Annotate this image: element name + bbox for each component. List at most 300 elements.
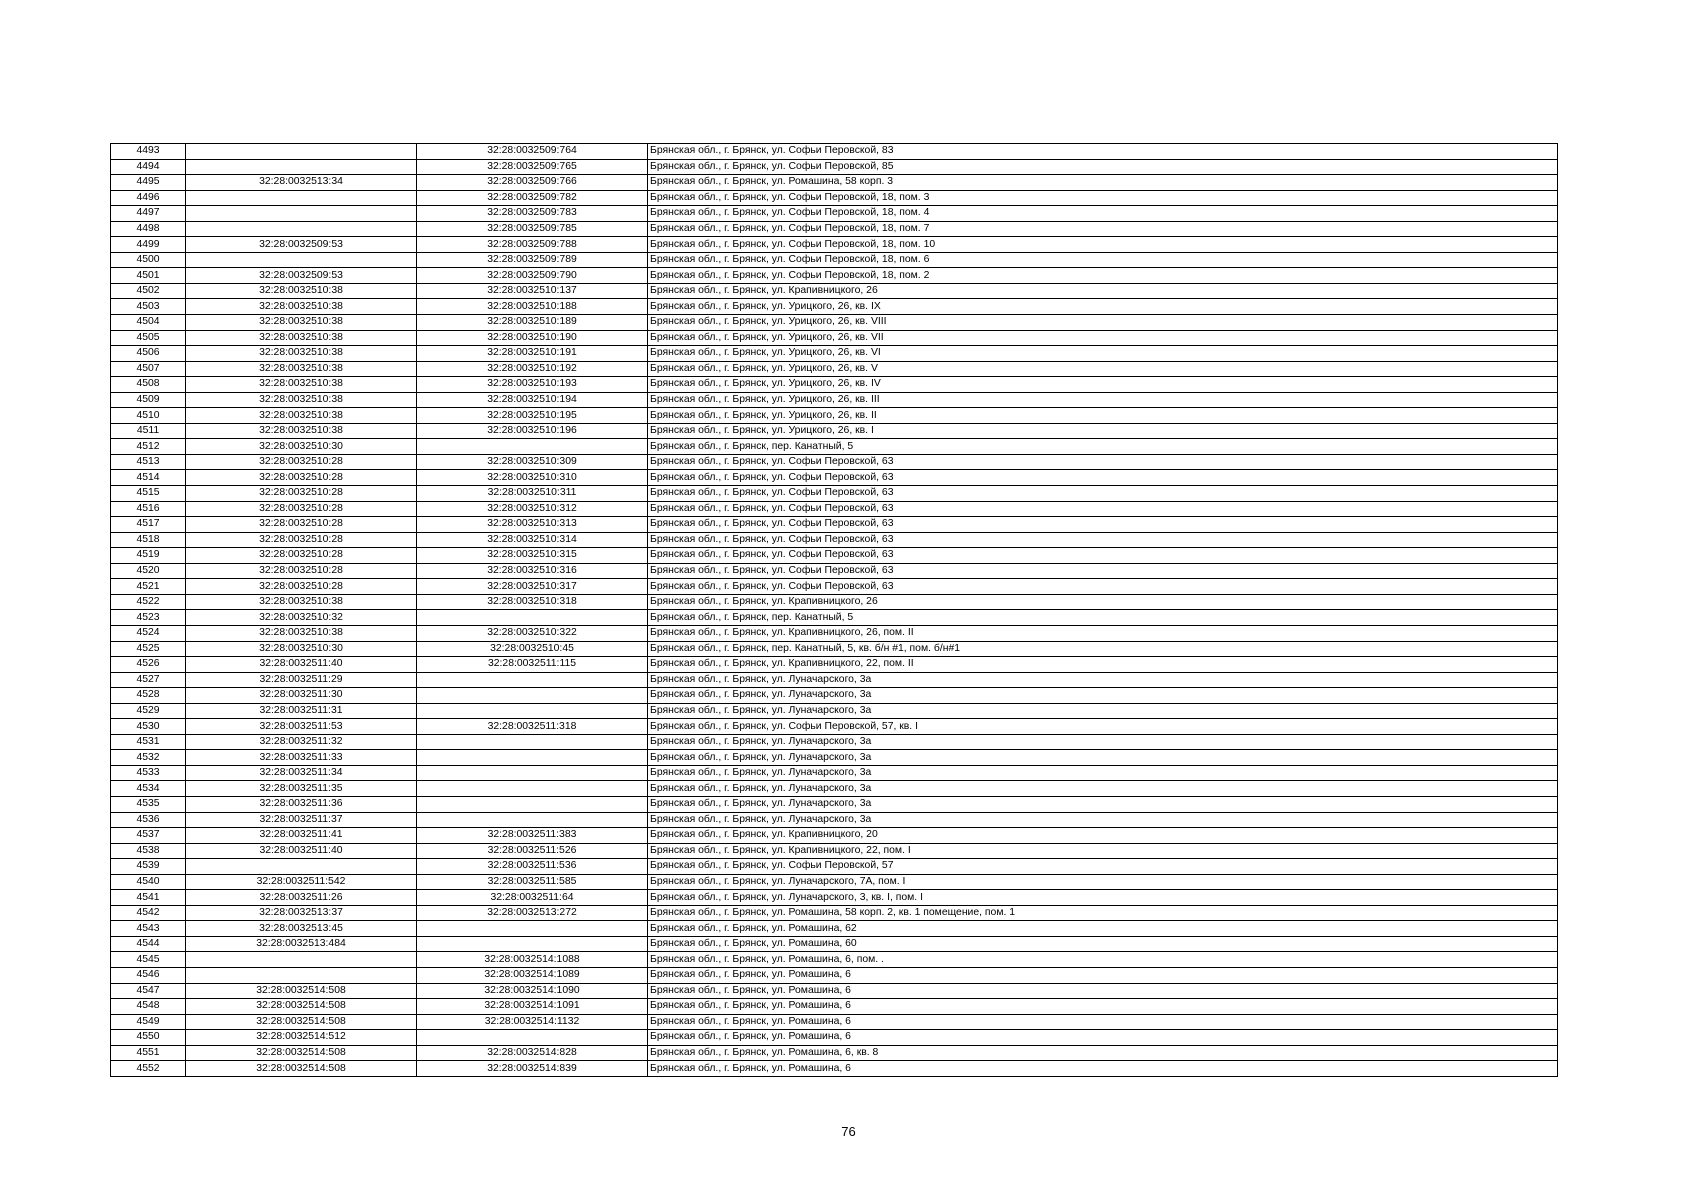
address-cell: Брянская обл., г. Брянск, ул. Софьи Перовской, 18, пом. 6: [648, 252, 1558, 268]
parcel-cadastral-number-cell: 32:28:0032511:53: [186, 719, 417, 735]
row-number-cell: 4539: [111, 859, 186, 875]
row-number-cell: 4496: [111, 190, 186, 206]
address-cell: Брянская обл., г. Брянск, ул. Луначарского, 3а: [648, 672, 1558, 688]
table-row: [111, 330, 1558, 346]
parcel-cadastral-number-cell: 32:28:0032510:30: [186, 439, 417, 455]
address-cell: Брянская обл., г. Брянск, ул. Софьи Перовской, 18, пом. 7: [648, 221, 1558, 237]
address-cell: Брянская обл., г. Брянск, ул. Луначарского, 3а: [648, 703, 1558, 719]
address-cell: Брянская обл., г. Брянск, ул. Софьи Перовской, 63: [648, 501, 1558, 517]
row-number-cell: 4541: [111, 890, 186, 906]
row-number-cell: 4505: [111, 330, 186, 346]
row-number-cell: 4529: [111, 703, 186, 719]
parcel-cadastral-number-cell: 32:28:0032514:508: [186, 1045, 417, 1061]
object-cadastral-number-cell: 32:28:0032510:190: [417, 330, 648, 346]
table-row: [111, 361, 1558, 377]
parcel-cadastral-number-cell: 32:28:0032510:28: [186, 501, 417, 517]
row-number-cell: 4527: [111, 672, 186, 688]
table-row: [111, 610, 1558, 626]
table-row: [111, 936, 1558, 952]
parcel-cadastral-number-cell: 32:28:0032513:45: [186, 921, 417, 937]
row-number-cell: 4497: [111, 206, 186, 222]
table-row: [111, 377, 1558, 393]
table-row: [111, 283, 1558, 299]
row-number-cell: 4521: [111, 579, 186, 595]
address-cell: Брянская обл., г. Брянск, ул. Софьи Перовской, 57: [648, 859, 1558, 875]
parcel-cadastral-number-cell: 32:28:0032510:28: [186, 470, 417, 486]
row-number-cell: 4508: [111, 377, 186, 393]
address-cell: Брянская обл., г. Брянск, ул. Софьи Перовской, 63: [648, 532, 1558, 548]
row-number-cell: 4493: [111, 144, 186, 160]
address-cell: Брянская обл., г. Брянск, ул. Крапивницкого, 22, пом. I: [648, 843, 1558, 859]
parcel-cadastral-number-cell: 32:28:0032510:38: [186, 330, 417, 346]
object-cadastral-number-cell: 32:28:0032510:45: [417, 641, 648, 657]
row-number-cell: 4530: [111, 719, 186, 735]
object-cadastral-number-cell: 32:28:0032509:764: [417, 144, 648, 160]
address-cell: Брянская обл., г. Брянск, ул. Ромашина, 6: [648, 1014, 1558, 1030]
object-cadastral-number-cell: 32:28:0032510:189: [417, 315, 648, 331]
address-cell: Брянская обл., г. Брянск, ул. Крапивницкого, 22, пом. II: [648, 657, 1558, 673]
row-number-cell: 4513: [111, 454, 186, 470]
table-row: [111, 688, 1558, 704]
table-row: [111, 252, 1558, 268]
object-cadastral-number-cell: [417, 765, 648, 781]
table-row: [111, 159, 1558, 175]
table-row: [111, 874, 1558, 890]
parcel-cadastral-number-cell: [186, 144, 417, 160]
row-number-cell: 4535: [111, 796, 186, 812]
parcel-cadastral-number-cell: 32:28:0032511:33: [186, 750, 417, 766]
parcel-cadastral-number-cell: 32:28:0032514:508: [186, 999, 417, 1015]
row-number-cell: 4503: [111, 299, 186, 315]
object-cadastral-number-cell: 32:28:0032510:193: [417, 377, 648, 393]
address-cell: Брянская обл., г. Брянск, ул. Ромашина, 6: [648, 1061, 1558, 1077]
parcel-cadastral-number-cell: 32:28:0032510:38: [186, 392, 417, 408]
address-cell: Брянская обл., г. Брянск, ул. Урицкого, 26, кв. IV: [648, 377, 1558, 393]
object-cadastral-number-cell: 32:28:0032514:828: [417, 1045, 648, 1061]
table-row: [111, 672, 1558, 688]
address-cell: Брянская обл., г. Брянск, ул. Софьи Перовской, 63: [648, 517, 1558, 533]
parcel-cadastral-number-cell: 32:28:0032510:28: [186, 548, 417, 564]
object-cadastral-number-cell: 32:28:0032510:314: [417, 532, 648, 548]
row-number-cell: 4551: [111, 1045, 186, 1061]
table-row: [111, 750, 1558, 766]
row-number-cell: 4532: [111, 750, 186, 766]
address-cell: Брянская обл., г. Брянск, ул. Софьи Перовской, 18, пом. 4: [648, 206, 1558, 222]
object-cadastral-number-cell: [417, 610, 648, 626]
row-number-cell: 4509: [111, 392, 186, 408]
row-number-cell: 4506: [111, 346, 186, 362]
address-cell: Брянская обл., г. Брянск, ул. Софьи Перовской, 18, пом. 3: [648, 190, 1558, 206]
parcel-cadastral-number-cell: [186, 206, 417, 222]
parcel-cadastral-number-cell: 32:28:0032510:32: [186, 610, 417, 626]
parcel-cadastral-number-cell: 32:28:0032510:38: [186, 423, 417, 439]
row-number-cell: 4494: [111, 159, 186, 175]
table-row: [111, 190, 1558, 206]
table-row: [111, 563, 1558, 579]
object-cadastral-number-cell: 32:28:0032509:783: [417, 206, 648, 222]
parcel-cadastral-number-cell: 32:28:0032511:34: [186, 765, 417, 781]
address-cell: Брянская обл., г. Брянск, ул. Урицкого, 26, кв. VI: [648, 346, 1558, 362]
object-cadastral-number-cell: 32:28:0032511:536: [417, 859, 648, 875]
parcel-cadastral-number-cell: 32:28:0032510:28: [186, 579, 417, 595]
row-number-cell: 4526: [111, 657, 186, 673]
table-row: [111, 890, 1558, 906]
parcel-cadastral-number-cell: 32:28:0032511:40: [186, 657, 417, 673]
table-row: [111, 859, 1558, 875]
parcel-cadastral-number-cell: 32:28:0032511:41: [186, 828, 417, 844]
row-number-cell: 4520: [111, 563, 186, 579]
table-row: [111, 548, 1558, 564]
row-number-cell: 4546: [111, 967, 186, 983]
row-number-cell: 4542: [111, 905, 186, 921]
object-cadastral-number-cell: 32:28:0032510:188: [417, 299, 648, 315]
parcel-cadastral-number-cell: 32:28:0032514:508: [186, 1061, 417, 1077]
parcel-cadastral-number-cell: 32:28:0032511:35: [186, 781, 417, 797]
object-cadastral-number-cell: 32:28:0032511:318: [417, 719, 648, 735]
object-cadastral-number-cell: 32:28:0032510:317: [417, 579, 648, 595]
parcel-cadastral-number-cell: 32:28:0032513:484: [186, 936, 417, 952]
row-number-cell: 4518: [111, 532, 186, 548]
address-cell: Брянская обл., г. Брянск, ул. Урицкого, 26, кв. VIII: [648, 315, 1558, 331]
object-cadastral-number-cell: [417, 936, 648, 952]
address-cell: Брянская обл., г. Брянск, ул. Крапивницкого, 20: [648, 828, 1558, 844]
object-cadastral-number-cell: 32:28:0032514:1089: [417, 967, 648, 983]
table-row: [111, 594, 1558, 610]
object-cadastral-number-cell: [417, 781, 648, 797]
parcel-cadastral-number-cell: [186, 859, 417, 875]
object-cadastral-number-cell: 32:28:0032514:839: [417, 1061, 648, 1077]
parcel-cadastral-number-cell: 32:28:0032510:28: [186, 454, 417, 470]
parcel-cadastral-number-cell: 32:28:0032511:31: [186, 703, 417, 719]
address-cell: Брянская обл., г. Брянск, ул. Луначарского, 3а: [648, 688, 1558, 704]
row-number-cell: 4523: [111, 610, 186, 626]
row-number-cell: 4511: [111, 423, 186, 439]
table-row: [111, 439, 1558, 455]
parcel-cadastral-number-cell: 32:28:0032510:30: [186, 641, 417, 657]
table-row: [111, 532, 1558, 548]
table-row: [111, 983, 1558, 999]
parcel-cadastral-number-cell: 32:28:0032511:29: [186, 672, 417, 688]
address-cell: Брянская обл., г. Брянск, ул. Луначарского, 3, кв. I, пом. I: [648, 890, 1558, 906]
table-row: [111, 781, 1558, 797]
address-cell: Брянская обл., г. Брянск, ул. Ромашина, 6: [648, 983, 1558, 999]
address-cell: Брянская обл., г. Брянск, ул. Урицкого, 26, кв. IX: [648, 299, 1558, 315]
parcel-cadastral-number-cell: 32:28:0032513:34: [186, 175, 417, 191]
parcel-cadastral-number-cell: [186, 952, 417, 968]
object-cadastral-number-cell: 32:28:0032510:316: [417, 563, 648, 579]
registry-table-body: [111, 144, 1558, 1077]
address-cell: Брянская обл., г. Брянск, ул. Ромашина, 62: [648, 921, 1558, 937]
row-number-cell: 4519: [111, 548, 186, 564]
table-row: [111, 501, 1558, 517]
row-number-cell: 4502: [111, 283, 186, 299]
row-number-cell: 4537: [111, 828, 186, 844]
object-cadastral-number-cell: 32:28:0032509:766: [417, 175, 648, 191]
parcel-cadastral-number-cell: 32:28:0032511:40: [186, 843, 417, 859]
object-cadastral-number-cell: 32:28:0032509:789: [417, 252, 648, 268]
row-number-cell: 4547: [111, 983, 186, 999]
table-row: [111, 999, 1558, 1015]
table-row: [111, 579, 1558, 595]
address-cell: Брянская обл., г. Брянск, ул. Софьи Перовской, 57, кв. I: [648, 719, 1558, 735]
address-cell: Брянская обл., г. Брянск, ул. Софьи Перовской, 85: [648, 159, 1558, 175]
row-number-cell: 4517: [111, 517, 186, 533]
parcel-cadastral-number-cell: 32:28:0032509:53: [186, 237, 417, 253]
table-row: [111, 625, 1558, 641]
table-row: [111, 765, 1558, 781]
table-row: [111, 719, 1558, 735]
row-number-cell: 4501: [111, 268, 186, 284]
address-cell: Брянская обл., г. Брянск, ул. Софьи Перовской, 83: [648, 144, 1558, 160]
address-cell: Брянская обл., г. Брянск, ул. Софьи Перовской, 18, пом. 10: [648, 237, 1558, 253]
table-row: [111, 315, 1558, 331]
address-cell: Брянская обл., г. Брянск, ул. Урицкого, 26, кв. V: [648, 361, 1558, 377]
row-number-cell: 4495: [111, 175, 186, 191]
address-cell: Брянская обл., г. Брянск, ул. Крапивницкого, 26, пом. II: [648, 625, 1558, 641]
object-cadastral-number-cell: 32:28:0032511:526: [417, 843, 648, 859]
object-cadastral-number-cell: 32:28:0032510:310: [417, 470, 648, 486]
parcel-cadastral-number-cell: [186, 252, 417, 268]
row-number-cell: 4500: [111, 252, 186, 268]
table-row: [111, 346, 1558, 362]
table-row: [111, 641, 1558, 657]
row-number-cell: 4522: [111, 594, 186, 610]
object-cadastral-number-cell: [417, 672, 648, 688]
table-row: [111, 221, 1558, 237]
parcel-cadastral-number-cell: 32:28:0032513:37: [186, 905, 417, 921]
table-row: [111, 268, 1558, 284]
object-cadastral-number-cell: 32:28:0032511:383: [417, 828, 648, 844]
row-number-cell: 4510: [111, 408, 186, 424]
row-number-cell: 4538: [111, 843, 186, 859]
address-cell: Брянская обл., г. Брянск, ул. Урицкого, 26, кв. I: [648, 423, 1558, 439]
parcel-cadastral-number-cell: 32:28:0032510:38: [186, 625, 417, 641]
address-cell: Брянская обл., г. Брянск, ул. Софьи Перовской, 63: [648, 470, 1558, 486]
parcel-cadastral-number-cell: 32:28:0032514:508: [186, 983, 417, 999]
table-row: [111, 828, 1558, 844]
object-cadastral-number-cell: 32:28:0032510:311: [417, 486, 648, 502]
parcel-cadastral-number-cell: [186, 159, 417, 175]
table-row: [111, 1045, 1558, 1061]
table-row: [111, 237, 1558, 253]
object-cadastral-number-cell: 32:28:0032514:1088: [417, 952, 648, 968]
table-row: [111, 952, 1558, 968]
object-cadastral-number-cell: 32:28:0032510:194: [417, 392, 648, 408]
parcel-cadastral-number-cell: 32:28:0032514:508: [186, 1014, 417, 1030]
object-cadastral-number-cell: [417, 812, 648, 828]
parcel-cadastral-number-cell: 32:28:0032511:37: [186, 812, 417, 828]
object-cadastral-number-cell: [417, 439, 648, 455]
object-cadastral-number-cell: 32:28:0032510:137: [417, 283, 648, 299]
row-number-cell: 4504: [111, 315, 186, 331]
row-number-cell: 4552: [111, 1061, 186, 1077]
row-number-cell: 4498: [111, 221, 186, 237]
table-row: [111, 1030, 1558, 1046]
address-cell: Брянская обл., г. Брянск, ул. Урицкого, 26, кв. II: [648, 408, 1558, 424]
row-number-cell: 4534: [111, 781, 186, 797]
row-number-cell: 4536: [111, 812, 186, 828]
address-cell: Брянская обл., г. Брянск, ул. Ромашина, 60: [648, 936, 1558, 952]
table-row: [111, 408, 1558, 424]
parcel-cadastral-number-cell: 32:28:0032510:38: [186, 299, 417, 315]
parcel-cadastral-number-cell: 32:28:0032510:38: [186, 283, 417, 299]
table-row: [111, 175, 1558, 191]
parcel-cadastral-number-cell: 32:28:0032511:32: [186, 734, 417, 750]
object-cadastral-number-cell: [417, 734, 648, 750]
object-cadastral-number-cell: 32:28:0032510:318: [417, 594, 648, 610]
table-row: [111, 657, 1558, 673]
row-number-cell: 4499: [111, 237, 186, 253]
row-number-cell: 4543: [111, 921, 186, 937]
parcel-cadastral-number-cell: 32:28:0032511:36: [186, 796, 417, 812]
object-cadastral-number-cell: 32:28:0032511:585: [417, 874, 648, 890]
table-row: [111, 967, 1558, 983]
table-row: [111, 812, 1558, 828]
row-number-cell: 4544: [111, 936, 186, 952]
row-number-cell: 4525: [111, 641, 186, 657]
parcel-cadastral-number-cell: [186, 190, 417, 206]
object-cadastral-number-cell: [417, 703, 648, 719]
object-cadastral-number-cell: 32:28:0032510:322: [417, 625, 648, 641]
object-cadastral-number-cell: 32:28:0032510:313: [417, 517, 648, 533]
address-cell: Брянская обл., г. Брянск, ул. Урицкого, 26, кв. III: [648, 392, 1558, 408]
parcel-cadastral-number-cell: 32:28:0032510:38: [186, 377, 417, 393]
address-cell: Брянская обл., г. Брянск, пер. Канатный, 5: [648, 439, 1558, 455]
row-number-cell: 4512: [111, 439, 186, 455]
row-number-cell: 4507: [111, 361, 186, 377]
table-row: [111, 392, 1558, 408]
object-cadastral-number-cell: 32:28:0032510:315: [417, 548, 648, 564]
address-cell: Брянская обл., г. Брянск, ул. Софьи Перовской, 63: [648, 563, 1558, 579]
registry-table: [110, 143, 1558, 1077]
table-row: [111, 299, 1558, 315]
table-row: [111, 486, 1558, 502]
address-cell: Брянская обл., г. Брянск, пер. Канатный, 5, кв. б/н #1, пом. б/н#1: [648, 641, 1558, 657]
address-cell: Брянская обл., г. Брянск, ул. Луначарского, 3а: [648, 796, 1558, 812]
object-cadastral-number-cell: [417, 921, 648, 937]
table-row: [111, 1014, 1558, 1030]
address-cell: Брянская обл., г. Брянск, ул. Ромашина, 6: [648, 967, 1558, 983]
page-number: 76: [841, 1124, 856, 1139]
parcel-cadastral-number-cell: 32:28:0032510:38: [186, 361, 417, 377]
row-number-cell: 4549: [111, 1014, 186, 1030]
address-cell: Брянская обл., г. Брянск, ул. Ромашина, 58 корп. 3: [648, 175, 1558, 191]
address-cell: Брянская обл., г. Брянск, ул. Луначарского, 3а: [648, 781, 1558, 797]
address-cell: Брянская обл., г. Брянск, ул. Ромашина, 6: [648, 999, 1558, 1015]
row-number-cell: 4548: [111, 999, 186, 1015]
parcel-cadastral-number-cell: 32:28:0032509:53: [186, 268, 417, 284]
table-row: [111, 905, 1558, 921]
parcel-cadastral-number-cell: 32:28:0032511:542: [186, 874, 417, 890]
table-row: [111, 703, 1558, 719]
address-cell: Брянская обл., г. Брянск, ул. Ромашина, 6, пом. .: [648, 952, 1558, 968]
address-cell: Брянская обл., г. Брянск, пер. Канатный, 5: [648, 610, 1558, 626]
parcel-cadastral-number-cell: 32:28:0032511:30: [186, 688, 417, 704]
table-row: [111, 734, 1558, 750]
row-number-cell: 4516: [111, 501, 186, 517]
parcel-cadastral-number-cell: 32:28:0032510:38: [186, 315, 417, 331]
object-cadastral-number-cell: 32:28:0032509:785: [417, 221, 648, 237]
parcel-cadastral-number-cell: 32:28:0032510:28: [186, 563, 417, 579]
row-number-cell: 4528: [111, 688, 186, 704]
object-cadastral-number-cell: 32:28:0032510:192: [417, 361, 648, 377]
object-cadastral-number-cell: 32:28:0032514:1091: [417, 999, 648, 1015]
address-cell: Брянская обл., г. Брянск, ул. Урицкого, 26, кв. VII: [648, 330, 1558, 346]
address-cell: Брянская обл., г. Брянск, ул. Крапивницкого, 26: [648, 594, 1558, 610]
row-number-cell: 4545: [111, 952, 186, 968]
object-cadastral-number-cell: 32:28:0032510:191: [417, 346, 648, 362]
address-cell: Брянская обл., г. Брянск, ул. Луначарского, 7А, пом. I: [648, 874, 1558, 890]
address-cell: Брянская обл., г. Брянск, ул. Луначарского, 3а: [648, 812, 1558, 828]
address-cell: Брянская обл., г. Брянск, ул. Луначарского, 3а: [648, 750, 1558, 766]
table-row: [111, 1061, 1558, 1077]
row-number-cell: 4540: [111, 874, 186, 890]
address-cell: Брянская обл., г. Брянск, ул. Софьи Перовской, 18, пом. 2: [648, 268, 1558, 284]
address-cell: Брянская обл., г. Брянск, ул. Софьи Перовской, 63: [648, 548, 1558, 564]
address-cell: Брянская обл., г. Брянск, ул. Ромашина, 6: [648, 1030, 1558, 1046]
table-row: [111, 921, 1558, 937]
parcel-cadastral-number-cell: 32:28:0032511:26: [186, 890, 417, 906]
row-number-cell: 4550: [111, 1030, 186, 1046]
object-cadastral-number-cell: 32:28:0032510:196: [417, 423, 648, 439]
object-cadastral-number-cell: 32:28:0032513:272: [417, 905, 648, 921]
table-row: [111, 144, 1558, 160]
parcel-cadastral-number-cell: 32:28:0032510:28: [186, 517, 417, 533]
object-cadastral-number-cell: 32:28:0032509:790: [417, 268, 648, 284]
row-number-cell: 4533: [111, 765, 186, 781]
address-cell: Брянская обл., г. Брянск, ул. Луначарского, 3а: [648, 765, 1558, 781]
row-number-cell: 4524: [111, 625, 186, 641]
object-cadastral-number-cell: [417, 796, 648, 812]
address-cell: Брянская обл., г. Брянск, ул. Ромашина, 6, кв. 8: [648, 1045, 1558, 1061]
object-cadastral-number-cell: [417, 688, 648, 704]
object-cadastral-number-cell: [417, 750, 648, 766]
object-cadastral-number-cell: 32:28:0032510:309: [417, 454, 648, 470]
object-cadastral-number-cell: 32:28:0032509:788: [417, 237, 648, 253]
address-cell: Брянская обл., г. Брянск, ул. Крапивницкого, 26: [648, 283, 1558, 299]
object-cadastral-number-cell: 32:28:0032514:1090: [417, 983, 648, 999]
object-cadastral-number-cell: 32:28:0032514:1132: [417, 1014, 648, 1030]
parcel-cadastral-number-cell: 32:28:0032510:28: [186, 532, 417, 548]
object-cadastral-number-cell: [417, 1030, 648, 1046]
table-row: [111, 423, 1558, 439]
parcel-cadastral-number-cell: [186, 967, 417, 983]
table-row: [111, 454, 1558, 470]
object-cadastral-number-cell: 32:28:0032509:765: [417, 159, 648, 175]
address-cell: Брянская обл., г. Брянск, ул. Луначарского, 3а: [648, 734, 1558, 750]
address-cell: Брянская обл., г. Брянск, ул. Софьи Перовской, 63: [648, 454, 1558, 470]
row-number-cell: 4514: [111, 470, 186, 486]
row-number-cell: 4515: [111, 486, 186, 502]
table-row: [111, 843, 1558, 859]
row-number-cell: 4531: [111, 734, 186, 750]
parcel-cadastral-number-cell: [186, 221, 417, 237]
table-row: [111, 517, 1558, 533]
parcel-cadastral-number-cell: 32:28:0032510:38: [186, 594, 417, 610]
table-row: [111, 470, 1558, 486]
table-row: [111, 796, 1558, 812]
object-cadastral-number-cell: 32:28:0032510:312: [417, 501, 648, 517]
address-cell: Брянская обл., г. Брянск, ул. Софьи Перовской, 63: [648, 486, 1558, 502]
parcel-cadastral-number-cell: 32:28:0032510:28: [186, 486, 417, 502]
parcel-cadastral-number-cell: 32:28:0032510:38: [186, 346, 417, 362]
table-row: [111, 206, 1558, 222]
address-cell: Брянская обл., г. Брянск, ул. Ромашина, 58 корп. 2, кв. 1 помещение, пом. 1: [648, 905, 1558, 921]
address-cell: Брянская обл., г. Брянск, ул. Софьи Перовской, 63: [648, 579, 1558, 595]
object-cadastral-number-cell: 32:28:0032511:115: [417, 657, 648, 673]
object-cadastral-number-cell: 32:28:0032511:64: [417, 890, 648, 906]
parcel-cadastral-number-cell: 32:28:0032510:38: [186, 408, 417, 424]
